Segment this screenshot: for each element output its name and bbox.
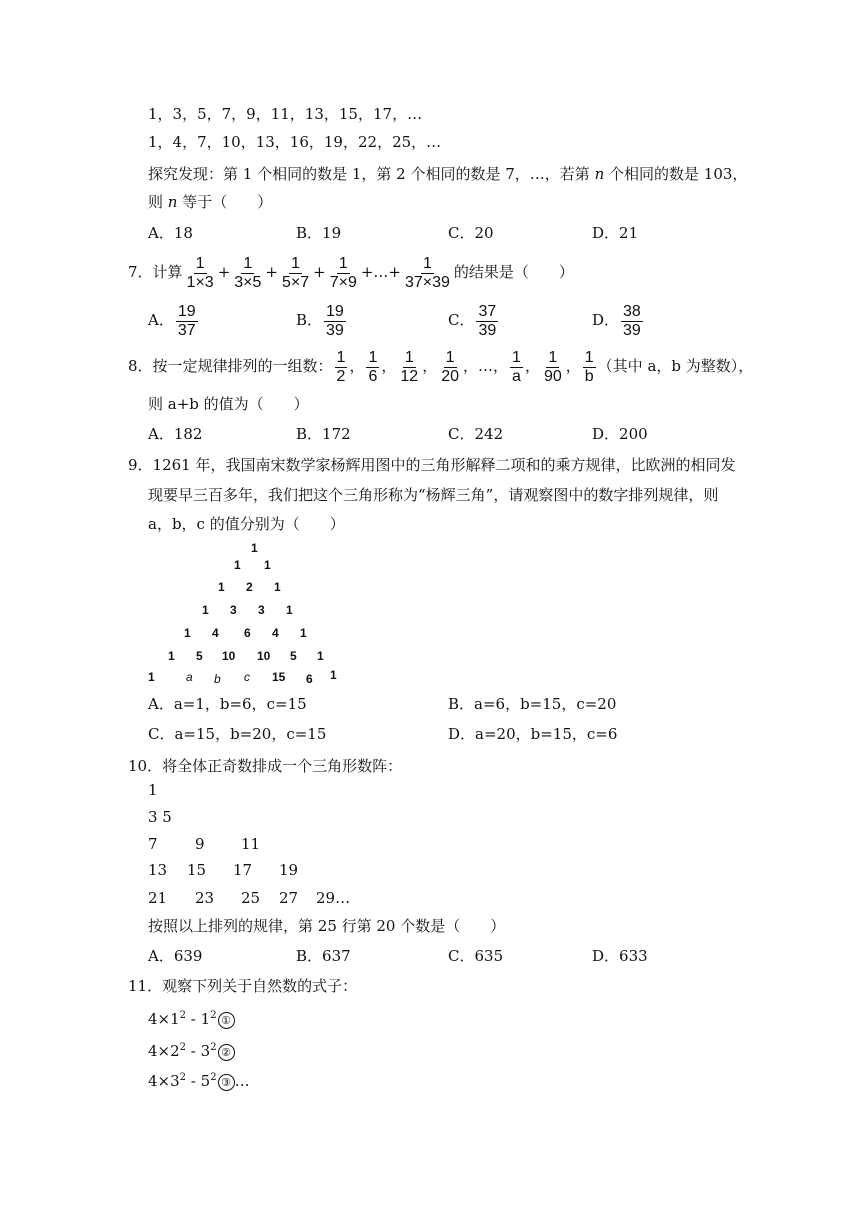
exponent: 2 [210, 1010, 217, 1021]
circled-number: ③ [218, 1074, 235, 1091]
numerator: 19 [177, 302, 196, 320]
odd-cell: 7 [148, 835, 158, 853]
tri-cell: 1 [202, 603, 209, 617]
q10-option-b[interactable]: B．637 [296, 947, 351, 965]
tri-cell: 10 [222, 649, 236, 663]
odd-cell: 11 [241, 835, 261, 853]
q6-explore-text-b: 个相同的数是 103， [604, 165, 748, 183]
q7-option-b[interactable] [296, 300, 348, 340]
q11-expr-1 [148, 1006, 235, 1029]
denominator: 90 [543, 367, 562, 385]
q8-fraction-a [510, 349, 523, 386]
q9-line2: 现要早三百多年，我们把这个三角形称为“杨辉三角”，请观察图中的数字排列规律，则 [148, 486, 719, 504]
q6-then: 则 [148, 193, 168, 211]
q9-option-d[interactable]: D．a=20，b=15，c=6 [448, 725, 618, 743]
q9-line3: a，b，c 的值分别为（ ） [148, 515, 345, 533]
q10-option-d[interactable]: D．633 [592, 947, 648, 965]
exponent: 2 [210, 1072, 217, 1083]
denominator: 39 [478, 321, 497, 339]
numerator: 1 [338, 254, 348, 272]
q8-option-c[interactable]: C．242 [448, 425, 504, 443]
tri-cell: 1 [148, 670, 155, 684]
tri-cell: 5 [196, 649, 203, 663]
exponent: 2 [179, 1072, 187, 1083]
denominator: a [512, 367, 521, 385]
tri-cell-b: b [214, 672, 221, 686]
odd-row-1: 1 [148, 781, 158, 799]
expr-part: 4×1 [148, 1010, 180, 1028]
option-label: D． [592, 311, 620, 329]
sequence-step3: 1，4，7，10，13，16，19，22，25，… [148, 133, 442, 151]
numerator: 1 [512, 348, 521, 366]
numerator: 1 [336, 348, 346, 366]
odd-cell: 15 [187, 861, 207, 879]
numerator: 1 [368, 348, 378, 366]
expr-part: - 5 [186, 1072, 211, 1090]
denominator: 1×3 [186, 273, 214, 291]
plus-ellipsis: +…+ [360, 263, 401, 281]
tri-cell: 10 [257, 649, 271, 663]
ellipsis: …， [478, 357, 509, 375]
q7-fraction-3 [280, 255, 311, 292]
numerator: 1 [243, 254, 253, 272]
q7-fraction-2 [232, 255, 263, 292]
q9-option-a[interactable]: A．a=1，b=6，c=15 [148, 695, 307, 713]
tri-cell: 3 [258, 603, 265, 617]
plus-sign: + [217, 263, 231, 281]
q8-fraction-b [583, 349, 596, 386]
var-n: n [594, 165, 605, 183]
q7-prefix: 7．计算 [128, 263, 183, 281]
tri-cell-c: c [244, 670, 250, 684]
odd-cell: 25 [241, 889, 261, 907]
numerator: 1 [423, 254, 432, 272]
q8-question [128, 346, 753, 386]
tri-cell: 1 [168, 649, 175, 663]
option-fraction [476, 303, 498, 340]
odd-cell: 19 [279, 861, 299, 879]
q8-option-d[interactable]: D．200 [592, 425, 648, 443]
expr-part: 4×2 [148, 1042, 180, 1060]
q8-option-a[interactable]: A．182 [148, 425, 203, 443]
separator: ， [422, 357, 438, 375]
numerator: 1 [291, 254, 300, 272]
expr-part: - 1 [186, 1010, 211, 1028]
option-fraction [176, 303, 198, 340]
exponent: 2 [179, 1042, 187, 1053]
q7-fraction-5 [403, 255, 452, 292]
odd-cell: 17 [233, 861, 253, 879]
q7-question [128, 252, 574, 292]
q7-fraction-1 [185, 255, 216, 292]
tri-cell: 6 [306, 672, 313, 686]
expr-part: 4×3 [148, 1072, 180, 1090]
q6-explore-text-a: 探究发现：第 1 个相同的数是 1，第 2 个相同的数是 7，…，若第 [148, 165, 595, 183]
odd-cell: 9 [195, 835, 205, 853]
tri-cell-a: a [186, 670, 193, 684]
q8-option-b[interactable]: B．172 [296, 425, 351, 443]
odd-row-2: 3 5 [148, 808, 172, 826]
odd-cell: 23 [195, 889, 215, 907]
tri-cell: 15 [272, 670, 286, 684]
q8-fraction-4 [439, 349, 461, 386]
q9-line1: 9．1261 年，我国南宋数学家杨辉用图中的三角形解释二项和的乘方规律，比欧洲的相同发 [128, 456, 736, 474]
q8-fraction-6 [542, 349, 564, 386]
denominator: 37×39 [404, 273, 450, 291]
numerator: 38 [623, 302, 641, 320]
q11-expr-3 [148, 1068, 250, 1091]
plus-sign: + [265, 263, 278, 281]
denominator: 6 [368, 367, 378, 385]
exponent: 2 [179, 1010, 187, 1021]
q6-equals: 等于（ ） [177, 193, 273, 211]
circled-number: ① [218, 1012, 235, 1029]
q9-option-b[interactable]: B．a=6，b=15，c=20 [448, 695, 617, 713]
var-n: n [167, 193, 178, 211]
q11-expr-2 [148, 1038, 235, 1061]
denominator: 5×7 [281, 273, 310, 291]
tri-cell: 1 [300, 626, 307, 640]
q8-note: （其中 a，b 为整数）， [597, 357, 754, 375]
tri-cell: 3 [230, 603, 237, 617]
numerator: 37 [478, 302, 497, 320]
exponent: 2 [210, 1042, 217, 1053]
q8-line2: 则 a+b 的值为（ ） [148, 395, 309, 413]
option-fraction [621, 303, 643, 340]
separator: ， [381, 357, 397, 375]
denominator: 39 [326, 321, 344, 339]
tri-cell: 5 [290, 649, 297, 663]
odd-cell: 27 [279, 889, 299, 907]
ellipsis: … [234, 1072, 250, 1090]
option-label: B． [296, 311, 323, 329]
q10-option-c[interactable]: C．635 [448, 947, 504, 965]
q7-option-d[interactable] [592, 300, 645, 340]
q10-line1: 10．将全体正奇数排成一个三角形数阵： [128, 757, 403, 775]
tri-cell: 1 [234, 558, 241, 572]
q6-option-b[interactable]: B．19 [296, 224, 342, 242]
odd-cell: 29… [316, 889, 351, 907]
option-label: C． [448, 311, 475, 329]
denominator: 3×5 [234, 273, 262, 291]
numerator: 1 [195, 254, 205, 272]
q9-option-c[interactable]: C．a=15，b=20，c=15 [148, 725, 327, 743]
tri-cell: 1 [264, 558, 271, 572]
denominator: 2 [336, 367, 346, 385]
odd-cell: 21 [148, 889, 168, 907]
q8-prefix: 8．按一定规律排列的一组数： [128, 357, 333, 375]
q6-explore-line [148, 164, 747, 184]
denominator: b [584, 367, 594, 385]
q7-option-a[interactable] [148, 300, 200, 340]
tri-cell: 4 [212, 626, 219, 640]
numerator: 1 [445, 348, 455, 366]
denominator: 37 [177, 321, 196, 339]
tri-cell: 6 [244, 626, 251, 640]
tri-cell: 1 [274, 580, 281, 594]
q8-fraction-1 [335, 349, 348, 386]
denominator: 39 [623, 321, 641, 339]
q11-line1: 11．观察下列关于自然数的式子： [128, 977, 358, 995]
numerator: 1 [548, 348, 558, 366]
q10-option-a[interactable]: A．639 [148, 947, 203, 965]
tri-cell: 4 [272, 626, 279, 640]
q6-option-a[interactable]: A．18 [148, 224, 193, 242]
tri-cell: 1 [286, 603, 293, 617]
q6-question-line [148, 192, 272, 212]
plus-sign: + [313, 263, 326, 281]
q10-question: 按照以上排列的规律，第 25 行第 20 个数是（ ） [148, 917, 506, 935]
tri-cell: 1 [251, 541, 258, 555]
option-fraction [324, 303, 346, 340]
separator: ， [524, 357, 540, 375]
q8-fraction-2 [366, 349, 379, 386]
option-label: A． [148, 311, 174, 329]
q8-fraction-3 [398, 349, 420, 386]
tri-cell: 1 [184, 626, 191, 640]
denominator: 20 [441, 367, 459, 385]
q7-option-c[interactable] [448, 300, 500, 340]
q6-option-d[interactable]: D．21 [592, 224, 639, 242]
q7-fraction-4 [328, 255, 359, 292]
tri-cell: 1 [317, 649, 324, 663]
separator: ， [565, 357, 581, 375]
denominator: 12 [400, 367, 419, 385]
tri-cell: 2 [246, 580, 253, 594]
numerator: 1 [584, 348, 594, 366]
separator: ， [463, 357, 479, 375]
expr-part: - 3 [186, 1042, 211, 1060]
circled-number: ② [218, 1044, 235, 1061]
q7-suffix: 的结果是（ ） [453, 263, 574, 281]
separator: ， [349, 357, 365, 375]
q6-option-c[interactable]: C．20 [448, 224, 494, 242]
numerator: 19 [326, 302, 344, 320]
sequence-odd: 1，3，5，7，9，11，13，15，17，… [148, 105, 423, 123]
tri-cell: 1 [330, 668, 337, 682]
denominator: 7×9 [329, 273, 357, 291]
tri-cell: 1 [218, 580, 225, 594]
numerator: 1 [404, 348, 414, 366]
odd-cell: 13 [148, 861, 168, 879]
